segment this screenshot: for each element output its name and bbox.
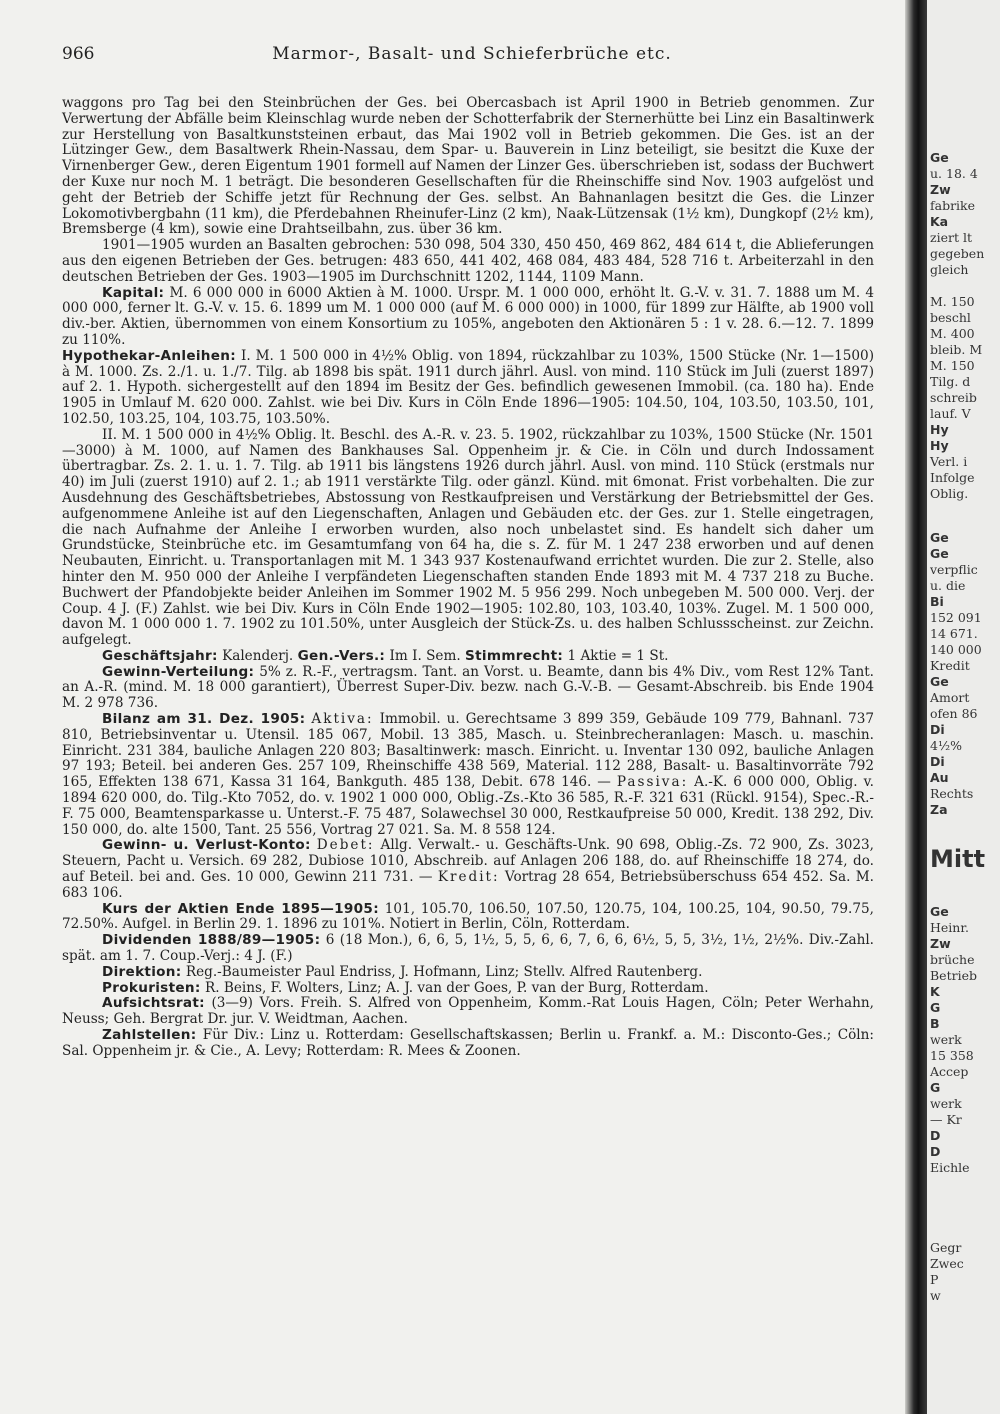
prokuristen-text: R. Beins, F. Wolters, Linz; A. J. van der Goes, P. van der Burg, Rotterdam.	[204, 979, 709, 996]
fragment-heading: Mitt	[930, 845, 986, 873]
book-gutter	[905, 0, 927, 1414]
kapital-text: M. 6 000 000 in 6000 Aktien à M. 1000. Urspr. M. 1 000 000, erhöht lt. G.-V. v. 31. 7. 1888 um M. 4 000 000, ferner lt. G.-V. v. 15. 6. 1899 um M. 1 000 000 (auf M. 6 000 000) in 1000, für 1899 zur Hälfte, ab 1900 voll div.-ber. Aktien, übernommen von einem Konsortium zu 105%, angeboten den Aktionären 5 : 1 v. 28. 6.—12. 7. 1899 zu 110%.	[62, 284, 874, 348]
fragment-line: 4½%	[930, 738, 962, 753]
section-dividenden	[62, 933, 874, 965]
bilanz-label: Bilanz am 31. Dez. 1905:	[102, 711, 306, 728]
fragment-line: Zwec	[930, 1256, 964, 1271]
section-gewinn-verteilung	[62, 665, 874, 712]
fragment-line: 140 000	[930, 642, 982, 657]
page-number: 966	[62, 44, 95, 64]
fragment-line: Hy	[930, 422, 949, 437]
fragment-line: Gegr	[930, 1240, 962, 1255]
fragment-line: 152 091	[930, 610, 982, 625]
article-body	[62, 96, 874, 1060]
fragment-line: Zw	[930, 936, 951, 951]
fragment-line: Tilg. d	[930, 374, 971, 389]
bilanz-passiva-text: A.-K. 6 000 000, Oblig. v. 1894 620 000, do. Tilg.-Kto 7052, do. v. 1902 1 000 000, Oblig.-Zs.-Kto 36 585, R.-F. 321 631 (Rückl. 9154), Spec.-R.-F. 75 000, Beamtensparkasse u. Unterst.-F. 75 487, Solawechsel 30 000, Restkaufpreise 50 000, Kredit. 138 292, Div. 150 000, do. alte 1500, Tant. 25 556, Vortrag 27 021. Sa. M. 8 558 124.	[62, 774, 874, 838]
fragment-line: Amort	[930, 690, 970, 705]
section-kapital	[62, 286, 874, 349]
section-aufsichtsrat	[62, 996, 874, 1028]
hypothekar-text-1: I. M. 1 500 000 in 4½% Oblig. von 1894, rückzahlbar zu 103%, 1500 Stücke (Nr. 1—1500) à M. 1000. Zs. 2./1. u. 1./7. Tilg. ab 1898 bis spät. 1911 durch jährl. Ausl. von mind. 110 Stück im Juli (zuerst 1897) auf 2. 1. Hypoth. sichergestellt auf den 1894 im Besitz der Ges. befindlich gewesenen Immobil. (ca. 180 ha). Ende 1905 in Umlauf M. 620 000. Zahlst. wie bei Div. Kurs in Cöln Ende 1896—1905: 104.50, 104, 103.50, 103.50, 101, 102.50, 103.25, 104, 103.75, 103.50%.	[62, 347, 874, 427]
section-kurs	[62, 902, 874, 934]
kurs-text: 101, 105.70, 106.50, 107.50, 120.75, 104, 100.25, 104, 90.50, 79.75, 72.50%. Aufgel. in Berlin 29. 1. 1896 zu 101%. Notiert in Berlin, Cöln, Rotterdam.	[62, 900, 874, 933]
fragment-line: ziert lt	[930, 230, 972, 245]
fragment-line: Di	[930, 722, 945, 737]
aufsichtsrat-text: (3—9) Vors. Freih. S. Alfred von Oppenheim, Komm.-Rat Louis Hagen, Cöln; Peter Werhahn, Neuss; Geh. Bergrat Dr. jur. V. Weidtman, Aachen.	[62, 995, 874, 1028]
fragment-line: Eichle	[930, 1160, 970, 1175]
fragment-line: M. 400	[930, 326, 975, 341]
fragment-line: Rechts	[930, 786, 974, 801]
fragment-line: D	[930, 1144, 941, 1159]
section-prokuristen	[62, 981, 874, 997]
section-geschaeftsjahr	[62, 649, 874, 665]
direktion-label: Direktion:	[102, 963, 182, 980]
fragment-line: Ge	[930, 150, 949, 165]
zahlstellen-label: Zahlstellen:	[102, 1027, 197, 1044]
stimmrecht-label: Stimmrecht:	[465, 647, 564, 664]
fragment-line: u. 18. 4	[930, 166, 978, 181]
right-page-fragment	[927, 0, 1000, 1414]
dividenden-text: 6 (18 Mon.), 6, 6, 5, 1½, 5, 5, 6, 6, 7, 6, 6, 6½, 5, 5, 3½, 1½, 2½%. Div.-Zahl. spät. am 1. 7. Coup.-Verj.: 4 J. (F.)	[62, 932, 874, 965]
section-hypothekar	[62, 349, 874, 428]
fragment-line: 15 358	[930, 1048, 974, 1063]
fragment-line: G	[930, 1000, 941, 1015]
fragment-line: Au	[930, 770, 949, 785]
fragment-line: fabrike	[930, 198, 976, 213]
fragment-line: G	[930, 1080, 941, 1095]
running-title: Marmor-, Basalt- und Schieferbrüche etc.	[272, 44, 672, 64]
fragment-line: 14 671.	[930, 626, 978, 641]
gen-vers-label: Gen.-Vers.:	[297, 647, 386, 664]
fragment-line: M. 150	[930, 358, 975, 373]
hypothekar-text-2: II. M. 1 500 000 in 4½% Oblig. lt. Beschl. des A.-R. v. 23. 5. 1902, rückzahlbar zu 103%, 1500 Stücke (Nr. 1501—3000) à M. 1000, auf Namen des Bankhauses Sal. Oppenheim jr. & Cie. in Cöln und durch Indossament übertragbar. Zs. 2. 1. u. 1. 7. Tilg. ab 1911 bis längstens 1926 durch jährl. Ausl. von mind. 110 Stück (erstmals nur 40) im Juli (zuerst 1910) auf 2. 1.; ab 1911 verstärkte Tilg. oder gänzl. Künd. mit 6monat. Frist vorbehalten. Die zur Ausdehnung des Geschäftsbetriebes, Abstossung von Restkaufpreisen und Verstärkung der Betriebsmittel der Ges. aufgenommene Anleihe ist auf den Liegenschaften, Anlagen und Gebäuden etc. der Ges. zur 1. Stelle eingetragen, die nach Aufnahme der Anleihe I erworben wurden, also noch unbelastet sind. Es handelt sich daher um Grundstücke, Steinbrüche etc. im Gesamtumfang von 64 ha, die s. Z. für M. 1 247 238 erworben und auf denen Neubauten, Einricht. u. Transportanlagen mit M. 1 343 937 Kostenaufwand errichtet wurden. Die zur 2. Stelle, also hinter den M. 950 000 der Anleihe I verpfändeten Liegenschaften standen Ende 1893 mit M. 4 737 218 zu Buche. Buchwert der Pfandobjekte beider Anleihen im Sommer 1902 M. 5 956 299. Noch unbegeben M. 500 000. Verj. der Coup. 4 J. (F.) Zahlst. wie bei Div. Kurs in Cöln Ende 1902—1905: 102.80, 103, 103.40, 103%. Zugel. M. 1 500 000, davon M. 1 000 000 1. 7. 1902 zu 101.50%, unter Ausgleich der Stück-Zs. u. des halben Schlussscheinst. zur Zeichn. aufgelegt.	[62, 426, 874, 649]
fragment-line: Bi	[930, 594, 944, 609]
fragment-line: verpflic	[930, 562, 978, 577]
fragment-line: beschl	[930, 310, 971, 325]
hypothekar-label: Hypothekar-Anleihen:	[62, 347, 237, 364]
fragment-line: Zw	[930, 182, 951, 197]
fragment-line: schreib	[930, 390, 977, 405]
fragment-line: lauf. V	[930, 406, 971, 421]
section-bilanz	[62, 712, 874, 838]
section-zahlstellen	[62, 1028, 874, 1060]
fragment-line: Ge	[930, 530, 949, 545]
fragment-line: Verl. i	[930, 454, 968, 469]
fragment-line: Di	[930, 754, 945, 769]
guv-debet-label: Debet:	[316, 837, 375, 854]
fragment-line: Heinr.	[930, 920, 969, 935]
fragment-line: Ge	[930, 674, 949, 689]
fragment-line: — Kr	[930, 1112, 962, 1127]
fragment-line: Accep	[930, 1064, 969, 1079]
fragment-line: gleich	[930, 262, 969, 277]
fragment-line: D	[930, 1128, 941, 1143]
fragment-line: Infolge	[930, 470, 975, 485]
bilanz-aktiva-label: Aktiva:	[311, 711, 374, 728]
stimmrecht-text: 1 Aktie = 1 St.	[567, 647, 669, 664]
dividenden-label: Dividenden 1888/89—1905:	[102, 932, 321, 949]
fragment-line: bleib. M	[930, 342, 983, 357]
fragment-line: M. 150	[930, 294, 975, 309]
aufsichtsrat-label: Aufsichtsrat:	[102, 995, 205, 1012]
kurs-label: Kurs der Aktien Ende 1895—1905:	[102, 900, 379, 917]
zahlstellen-text: Für Div.: Linz u. Rotterdam: Gesellschaftskassen; Berlin u. Frankf. a. M.: Disconto-Ges.; Cöln: Sal. Oppenheim jr. & Cie., A. Levy; Rotterdam: R. Mees & Zoonen.	[62, 1027, 874, 1059]
fragment-line: Kredit	[930, 658, 970, 673]
section-direktion	[62, 965, 874, 981]
fragment-line: ofen 86	[930, 706, 978, 721]
fragment-line: Hy	[930, 438, 949, 453]
guv-kredit-label: Kredit:	[437, 869, 500, 886]
gen-vers-text: Im I. Sem.	[389, 647, 461, 664]
section-gewinn-verlust	[62, 838, 874, 901]
paragraph-operations: waggons pro Tag bei den Steinbrüchen der Ges. bei Obercasbach ist April 1900 in Betrieb genommen. Zur Verwertung der Abfälle beim Kleinschlag wurde neben der Schotterfabrik der Sternerhütte bei Linz ein Basaltinwerk zur Herstellung von Basaltkunststeinen erbaut, das Mai 1902 voll in Betrieb gekommen. Die Ges. ist an der Lützinger Gew., dem Basaltwerk Rhein-Nassau, dem Spar- u. Bauverein in Linz beteiligt, sie besitzt die Kuxe der Virnenberger Gew., deren Eigentum 1901 formell auf Namen der Linzer Ges. überschrieben ist, sodass der Buchwert der Kuxe nur noch M. 1 beträgt. Die besonderen Gesellschaften für die Rheinschiffe sind Nov. 1903 aufgelöst und geht der Betrieb der Schiffe jetzt für Rechnung der Ges. selbst. An Bahnanlagen besitzt die Ges. die Linzer Lokomotivbergbahn (11 km), die Pferdebahnen Rheinufer-Linz (2 km), Naak-Lützensak (1½ km), Dungkopf (2½ km), Bremsberge (4 km), sowie eine Drahtseilbahn, zus. über 36 km.	[62, 95, 874, 238]
guv-debet-text: Allg. Verwalt.- u. Geschäfts-Unk. 90 698, Oblig.-Zs. 72 900, Zs. 3023, Steuern, Pacht u. Versich. 69 282, Dubiose 1010, Abschreib. auf Anlagen 206 188, do. auf Rheinschiffe 18 274, do. auf Beteil. bei and. Ges. 10 000, Gewinn 211 731. —	[62, 837, 874, 886]
fragment-line: werk	[930, 1032, 962, 1047]
geschaeftsjahr-label: Geschäftsjahr:	[102, 647, 218, 664]
direktion-text: Reg.-Baumeister Paul Endriss, J. Hofmann, Linz; Stellv. Alfred Rautenberg.	[185, 963, 703, 980]
kapital-label: Kapital:	[102, 284, 165, 301]
fragment-line: Ka	[930, 214, 949, 229]
fragment-line: Betrieb	[930, 968, 977, 983]
fragment-line: Za	[930, 802, 948, 817]
fragment-line: B	[930, 1016, 940, 1031]
gewinn-verlust-label: Gewinn- u. Verlust-Konto:	[102, 837, 311, 854]
fragment-line: P	[930, 1272, 939, 1287]
fragment-line: brüche	[930, 952, 975, 967]
fragment-line: K	[930, 984, 940, 999]
fragment-line: Oblig.	[930, 486, 969, 501]
fragment-line: Ge	[930, 546, 949, 561]
paragraph-production: 1901—1905 wurden an Basalten gebrochen: 530 098, 504 330, 450 450, 469 862, 484 614 t, die Ablieferungen aus den eigenen Betrieben der Ges. betrugen: 483 650, 441 402, 468 084, 483 484, 528 716 t. Arbeiterzahl in den deutschen Betrieben der Ges. 1903—1905 im Durchschnitt 1202, 1144, 1109 Mann.	[62, 237, 874, 285]
gewinn-verteilung-text: 5% z. R.-F., vertragsm. Tant. an Vorst. u. Beamte, dann bis 4% Div., vom Rest 12% Tant. an A.-R. (mind. M. 18 000 garantiert), Überrest Super-Div. bezw. nach G.-V.-B. — Gesamt-Abschreib. bis Ende 1904 M. 2 978 736.	[62, 663, 874, 712]
page-header	[62, 44, 882, 70]
gewinn-verteilung-label: Gewinn-Verteilung:	[102, 663, 255, 680]
bilanz-passiva-label: Passiva:	[616, 774, 689, 791]
fragment-line: gegeben	[930, 246, 985, 261]
fragment-line: Ge	[930, 904, 949, 919]
fragment-line: u. die	[930, 578, 966, 593]
prokuristen-label: Prokuristen:	[102, 979, 201, 996]
geschaeftsjahr-text: Kalenderj.	[222, 647, 294, 664]
fragment-line: werk	[930, 1096, 962, 1111]
fragment-line: w	[930, 1288, 941, 1303]
bilanz-aktiva-text: Immobil. u. Gerechtsame 3 899 359, Gebäude 109 779, Bahnanl. 737 810, Betriebsinventar u. Utensil. 185 067, Mobil. 13 385, Masch. u. Steinbrecheranlagen: Masch. u. maschin. Einricht. 231 384, bauliche Anlagen 220 803; Basaltinwerk: masch. Einricht. u. Inventar 130 092, bauliche Anlagen 97 193; Beteil. bei anderen Ges. 257 109, Rheinschiffe 438 569, Material. 112 288, Basalt- u. Basaltinvorräte 792 165, Effekten 138 671, Kassa 31 164, Bankguth. 485 138, Debit. 678 146. —	[62, 711, 875, 791]
guv-kredit-text: Vortrag 28 654, Betriebsüberschuss 654 452. Sa. M. 683 106.	[62, 869, 874, 901]
